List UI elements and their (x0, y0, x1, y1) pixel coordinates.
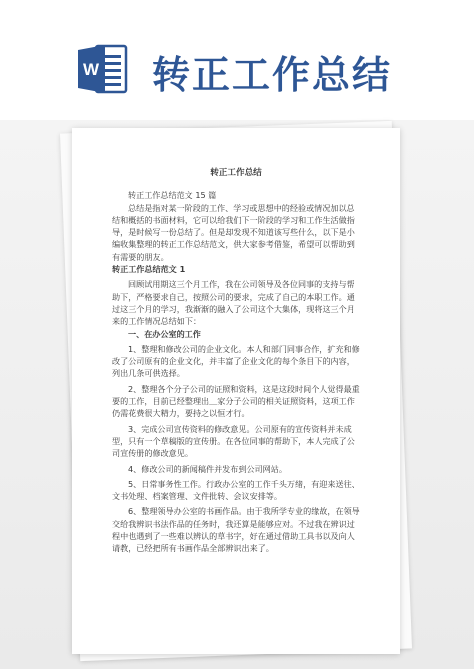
document-page (72, 128, 400, 654)
list-item: 6、整理领导办公室的书画作品。由于我所学专业的缘故，在领导交给我辨识书法作品的任务时，我还算是能够应对。不过我在辨识过程中也遇到了一些难以辨认的草书字，好在通过借助工具书以及向人请教，已经把所有书画作品全部辨识出来了。 (112, 506, 360, 554)
subsection-heading: 一、在办公室的工作 (128, 328, 201, 339)
list-item: 2、整理各个分子公司的证照和资料，这是这段时间个人觉得最重要的工作，目前已经整理出＿家分子公司的相关证照资料，这项工作仍需花费很大精力，要持之以恒才行。 (112, 383, 360, 419)
list-item: 1、整理和修改公司的企业文化。本人和部门同事合作，扩充和修改了公司原有的企业文化，并丰富了企业文化的每个条目下的内容，列出几条可供选择。 (112, 343, 360, 379)
section-heading: 转正工作总结范文 1 (112, 264, 186, 275)
svg-text:W: W (82, 60, 100, 79)
document-subtitle: 转正工作总结范文 15 篇 (128, 190, 217, 201)
banner-title: 转正工作总结 (152, 53, 393, 97)
header-banner (0, 0, 474, 120)
document-title: 转正工作总结 (210, 168, 262, 178)
list-item: 4、修改公司的新闻稿件并发布到公司网站。 (128, 463, 287, 474)
body-paragraph: 回顾试用期这三个月工作，我在公司领导及各位同事的支持与帮助下，严格要求自己，按照公司的要求，完成了自己的本职工作。通过这三个月的学习，我渐渐的融入了公司这个大集体，现将这三个月来的工作情况总结如下： (112, 279, 355, 327)
word-document-icon (78, 42, 128, 96)
document-content (112, 167, 360, 555)
list-item: 5、日常事务性工作。行政办公室的工作千头万绪，有迎来送往、文书处理、档案管理、文件批转、会议安排等。 (112, 478, 360, 502)
intro-paragraph: 总结是指对某一阶段的工作、学习或思想中的经验或情况加以总结和概括的书面材料，它可以给我们下一阶段的学习和工作生活做指导，是时候写一份总结了。但是却发现不知道该写些什么，以下是小编收集整理的转正工作总结范文，供大家参考借鉴，希望可以帮助到有需要的朋友。 (112, 202, 355, 262)
list-item: 3、完成公司宣传资料的修改意见。公司原有的宣传资料并未成型，只有一个草稿版的宣传册。在各位同事的帮助下，本人完成了公司宣传册的修改意见。 (112, 423, 355, 459)
